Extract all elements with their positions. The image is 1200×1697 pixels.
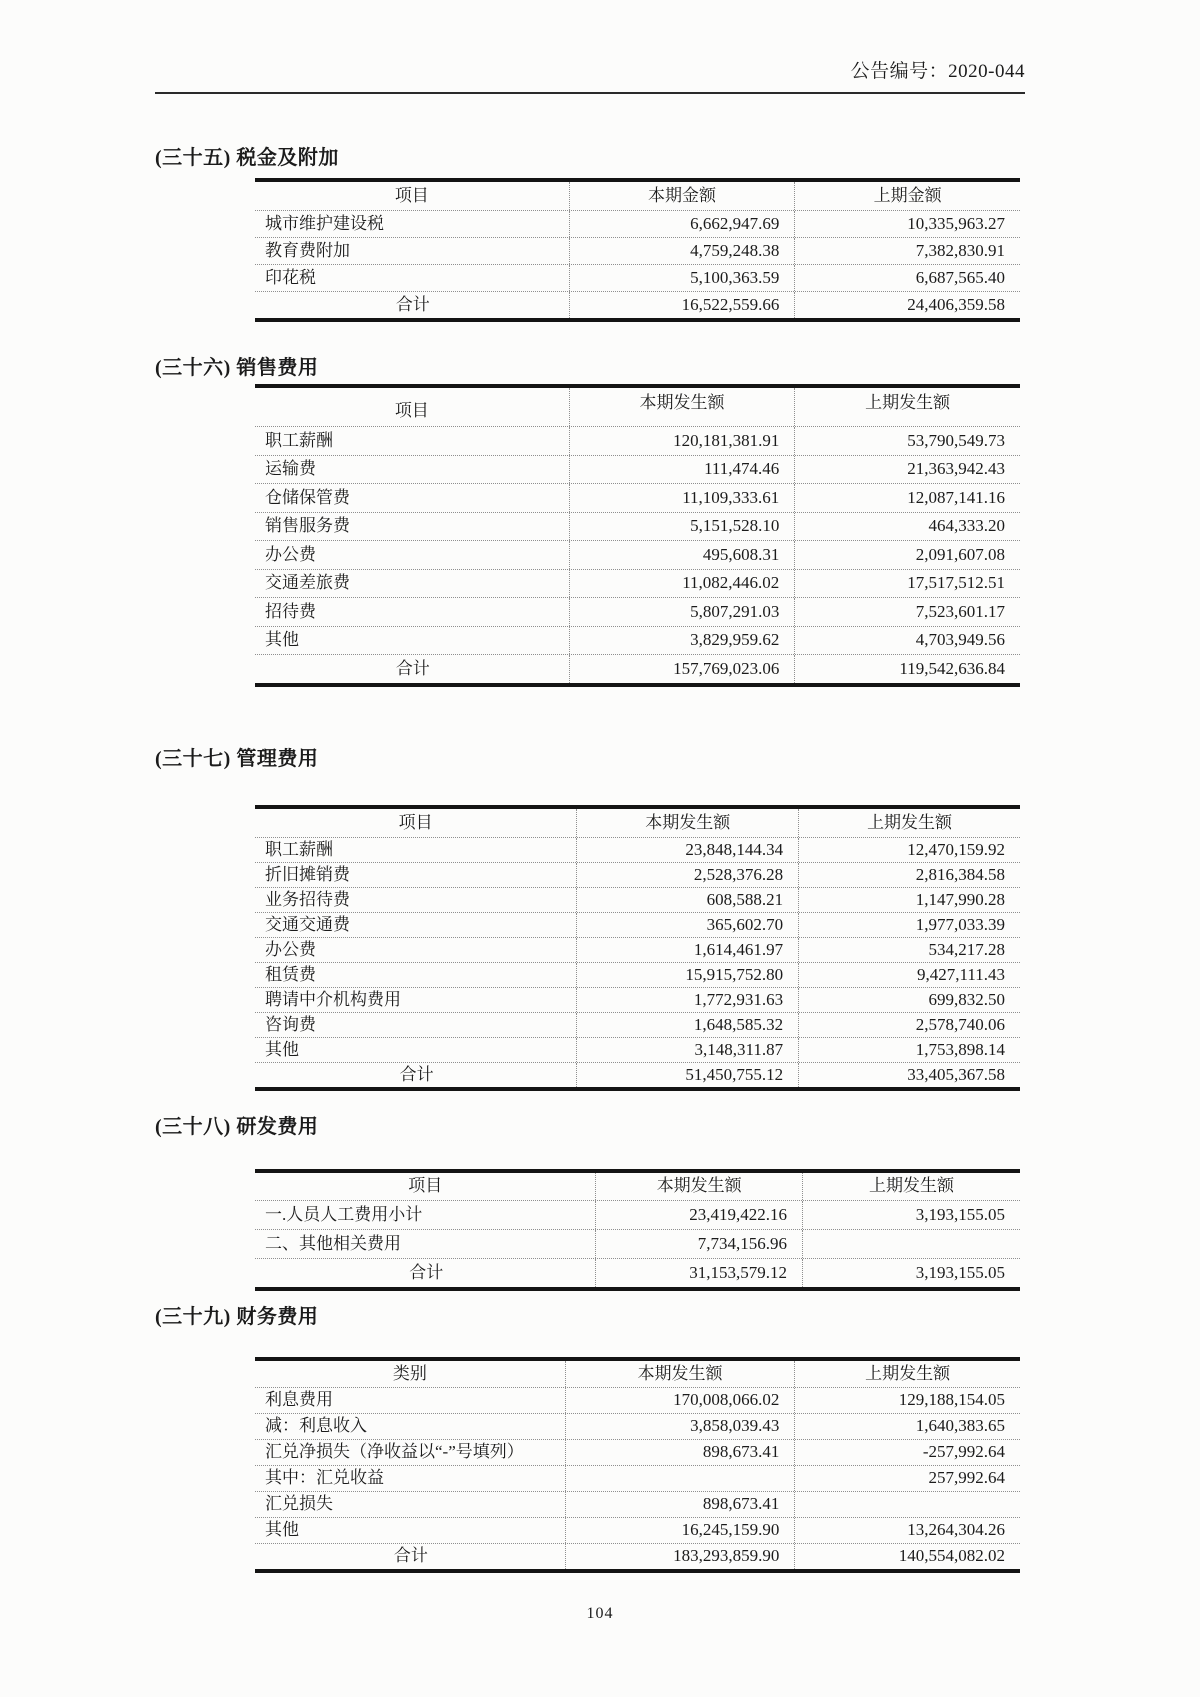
row-label: 运输费	[265, 459, 316, 479]
table-row	[255, 1466, 1020, 1492]
table-row	[255, 456, 1020, 485]
row-label: 减：利息收入	[265, 1416, 367, 1435]
amount-cell	[802, 1230, 1020, 1258]
column-header: 项目	[394, 401, 429, 420]
column-header: 上期发生额	[798, 809, 1020, 837]
finance-expenses-table	[255, 1357, 1020, 1573]
table-row	[255, 913, 1020, 938]
amount-cell: 51,450,755.12	[576, 1063, 798, 1087]
amount-cell: 464,333.20	[794, 513, 1020, 541]
table-row	[255, 988, 1020, 1013]
row-label: 聘请中介机构费用	[265, 989, 401, 1009]
row-label: 销售服务费	[265, 516, 350, 536]
amount-cell: 257,992.64	[794, 1466, 1020, 1491]
table-row	[255, 1388, 1020, 1414]
row-label: 业务招待费	[265, 889, 350, 909]
row-label: 职工薪酬	[265, 839, 333, 859]
amount-cell: 3,193,155.05	[802, 1259, 1020, 1287]
amount-cell: 21,363,942.43	[794, 456, 1020, 484]
amount-cell: 13,264,304.26	[794, 1518, 1020, 1543]
section-heading-selling-expenses: (三十六) 销售费用	[155, 357, 319, 379]
table-row	[255, 1230, 1020, 1259]
amount-cell: 12,470,159.92	[798, 838, 1020, 862]
row-label: 职工薪酬	[265, 430, 333, 450]
row-label: 其中：汇兑收益	[265, 1468, 384, 1487]
table-row	[255, 598, 1020, 627]
amount-cell: 608,588.21	[576, 888, 798, 912]
row-label: 办公费	[265, 939, 316, 959]
amount-cell: 495,608.31	[569, 541, 795, 569]
amount-cell: 120,181,381.91	[569, 427, 795, 455]
table-row	[255, 938, 1020, 963]
admin-expenses-table	[255, 805, 1020, 1091]
section-heading-finance-expenses: (三十九) 财务费用	[155, 1305, 319, 1328]
amount-cell: 699,832.50	[798, 988, 1020, 1012]
amount-cell: 9,427,111.43	[798, 963, 1020, 987]
table-row	[255, 1440, 1020, 1466]
amount-cell: 1,977,033.39	[798, 913, 1020, 937]
row-label: 合计	[395, 658, 430, 678]
table-row	[255, 627, 1020, 656]
amount-cell: 2,528,376.28	[576, 863, 798, 887]
column-header: 项目	[408, 1176, 443, 1195]
amount-cell: 23,848,144.34	[576, 838, 798, 862]
amount-cell: 170,008,066.02	[565, 1388, 795, 1413]
amount-cell: 7,734,156.96	[595, 1230, 802, 1258]
amount-cell: 3,829,959.62	[569, 627, 795, 655]
column-header: 上期发生额	[802, 1173, 1020, 1200]
amount-cell: 1,640,383.65	[794, 1414, 1020, 1439]
row-label: 办公费	[265, 544, 316, 564]
amount-cell: 3,148,311.87	[576, 1038, 798, 1062]
row-label: 合计	[399, 1064, 434, 1084]
amount-cell: 1,772,931.63	[576, 988, 798, 1012]
amount-cell: 2,578,740.06	[798, 1013, 1020, 1037]
section-heading-taxes-and-surcharges: (三十五) 税金及附加	[155, 147, 339, 169]
amount-cell	[565, 1466, 795, 1491]
amount-cell: 7,523,601.17	[794, 598, 1020, 626]
row-label: 城市维护建设税	[265, 214, 384, 233]
total-row	[255, 1259, 1020, 1287]
amount-cell: 31,153,579.12	[595, 1259, 802, 1287]
table-row	[255, 570, 1020, 599]
taxes-and-surcharges-table	[255, 178, 1020, 322]
row-label: 利息费用	[265, 1390, 333, 1409]
amount-cell: 1,648,585.32	[576, 1013, 798, 1037]
amount-cell: 365,602.70	[576, 913, 798, 937]
table-header-row	[255, 1173, 1020, 1201]
total-row	[255, 1063, 1020, 1087]
table-header-row	[255, 809, 1020, 838]
table-header-row	[255, 388, 1020, 427]
amount-cell: 129,188,154.05	[794, 1388, 1020, 1413]
amount-cell: 898,673.41	[565, 1492, 795, 1517]
column-header: 本期发生额	[565, 1361, 795, 1387]
amount-cell: 534,217.28	[798, 938, 1020, 962]
amount-cell: 3,858,039.43	[565, 1414, 795, 1439]
amount-cell: 1,614,461.97	[576, 938, 798, 962]
amount-cell: 11,109,333.61	[569, 484, 795, 512]
column-header: 类别	[392, 1363, 427, 1383]
row-label: 其他	[265, 630, 299, 650]
amount-cell: 2,091,607.08	[794, 541, 1020, 569]
column-header: 上期发生额	[794, 388, 1020, 426]
table-row	[255, 1201, 1020, 1230]
page-content	[155, 146, 1045, 1623]
amount-cell: 119,542,636.84	[794, 655, 1020, 683]
table-row	[255, 1518, 1020, 1544]
amount-cell: 16,522,559.66	[569, 292, 795, 318]
table-row	[255, 211, 1020, 238]
table-row	[255, 1414, 1020, 1440]
amount-cell: 53,790,549.73	[794, 427, 1020, 455]
amount-cell: 2,816,384.58	[798, 863, 1020, 887]
section-heading-rd-expenses: (三十八) 研发费用	[155, 1115, 319, 1138]
section-heading-admin-expenses: (三十七) 管理费用	[155, 747, 319, 770]
row-label: 合计	[393, 1546, 428, 1565]
amount-cell: 17,517,512.51	[794, 570, 1020, 598]
table-row	[255, 963, 1020, 988]
row-label: 招待费	[265, 601, 316, 621]
amount-cell: 5,100,363.59	[569, 265, 795, 291]
selling-expenses-table	[255, 384, 1020, 687]
table-row	[255, 1038, 1020, 1063]
table-row	[255, 838, 1020, 863]
table-row	[255, 265, 1020, 292]
total-row	[255, 655, 1020, 683]
rd-expenses-table	[255, 1169, 1020, 1291]
table-row	[255, 427, 1020, 456]
row-label: 合计	[409, 1262, 444, 1282]
table-row	[255, 238, 1020, 265]
column-header: 上期发生额	[794, 1361, 1020, 1387]
table-row	[255, 484, 1020, 513]
row-label: 教育费附加	[265, 241, 350, 260]
amount-cell: 23,419,422.16	[595, 1201, 802, 1229]
column-header: 本期发生额	[595, 1173, 802, 1200]
amount-cell: 5,807,291.03	[569, 598, 795, 626]
table-row	[255, 541, 1020, 570]
amount-cell: 10,335,963.27	[794, 211, 1020, 237]
row-label: 二、其他相关费用	[265, 1233, 401, 1253]
row-label: 租赁费	[265, 964, 316, 984]
table-row	[255, 888, 1020, 913]
amount-cell: 6,662,947.69	[569, 211, 795, 237]
row-label: 咨询费	[265, 1014, 316, 1034]
table-row	[255, 513, 1020, 542]
amount-cell: 111,474.46	[569, 456, 795, 484]
amount-cell: 33,405,367.58	[798, 1063, 1020, 1087]
column-header: 项目	[394, 186, 429, 205]
doc-announcement-number: 公告编号：2020-044	[850, 61, 1025, 82]
row-label: 其他	[265, 1520, 299, 1539]
amount-cell: 1,753,898.14	[798, 1038, 1020, 1062]
amount-cell: 6,687,565.40	[794, 265, 1020, 291]
row-label: 合计	[395, 295, 430, 314]
table-row	[255, 1492, 1020, 1518]
total-row	[255, 1544, 1020, 1569]
page-number: 104	[586, 1604, 614, 1622]
amount-cell: 5,151,528.10	[569, 513, 795, 541]
total-row	[255, 292, 1020, 318]
amount-cell: 12,087,141.16	[794, 484, 1020, 512]
column-header: 上期金额	[794, 182, 1020, 210]
row-label: 交通差旅费	[265, 573, 350, 593]
column-header: 项目	[398, 812, 433, 832]
amount-cell: 24,406,359.58	[794, 292, 1020, 318]
amount-cell: 140,554,082.02	[794, 1544, 1020, 1569]
row-label: 仓储保管费	[265, 487, 350, 507]
row-label: 一.人员人工费用小计	[265, 1204, 423, 1224]
row-label: 印花税	[265, 268, 316, 287]
row-label: 折旧摊销费	[265, 864, 350, 884]
row-label: 汇兑损失	[265, 1494, 333, 1513]
amount-cell: 157,769,023.06	[569, 655, 795, 683]
column-header: 本期金额	[569, 182, 795, 210]
row-label: 汇兑净损失（净收益以“-”号填列）	[265, 1442, 524, 1461]
table-header-row	[255, 1361, 1020, 1388]
amount-cell: 15,915,752.80	[576, 963, 798, 987]
row-label: 交通交通费	[265, 914, 350, 934]
amount-cell: 898,673.41	[565, 1440, 795, 1465]
table-row	[255, 1013, 1020, 1038]
amount-cell: 7,382,830.91	[794, 238, 1020, 264]
amount-cell: 16,245,159.90	[565, 1518, 795, 1543]
column-header: 本期发生额	[576, 809, 798, 837]
amount-cell: 4,703,949.56	[794, 627, 1020, 655]
column-header: 本期发生额	[569, 388, 795, 426]
amount-cell: 183,293,859.90	[565, 1544, 795, 1569]
header-rule	[155, 92, 1025, 94]
amount-cell: -257,992.64	[794, 1440, 1020, 1465]
amount-cell: 3,193,155.05	[802, 1201, 1020, 1229]
table-row	[255, 863, 1020, 888]
table-header-row	[255, 182, 1020, 211]
amount-cell	[794, 1492, 1020, 1517]
row-label: 其他	[265, 1039, 299, 1059]
amount-cell: 11,082,446.02	[569, 570, 795, 598]
amount-cell: 4,759,248.38	[569, 238, 795, 264]
amount-cell: 1,147,990.28	[798, 888, 1020, 912]
